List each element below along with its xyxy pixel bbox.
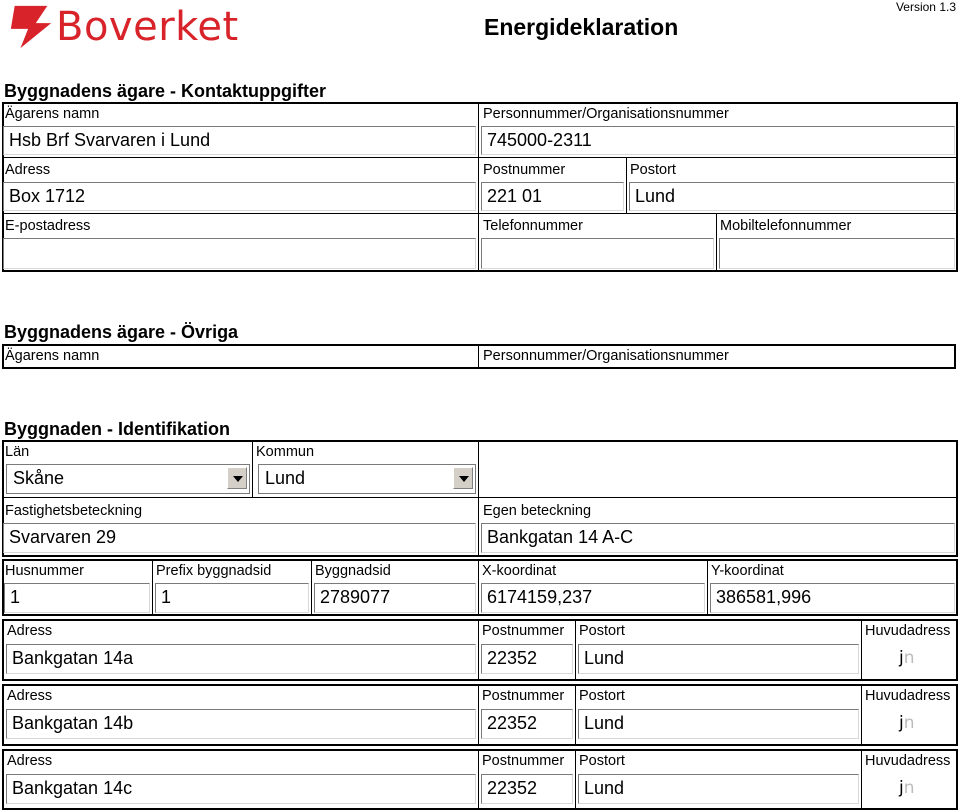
lan-select-value: Skåne: [13, 468, 65, 488]
owner-other-name-label: Ägarens namn: [5, 348, 100, 364]
byggnadsid-field[interactable]: 2789077: [314, 583, 476, 613]
owner-other-orgnr-label: Personnummer/Organisationsnummer: [483, 348, 729, 364]
owner-email-label: E-postadress: [5, 218, 91, 234]
chevron-down-icon[interactable]: [227, 467, 247, 489]
address-postnr-field[interactable]: 22352: [481, 644, 573, 674]
lan-select[interactable]: [6, 464, 250, 494]
huvudadress-radio[interactable]: [899, 713, 915, 733]
egen-beteckning-label: Egen beteckning: [483, 503, 592, 519]
owner-name-label: Ägarens namn: [5, 106, 100, 122]
radio-glyph-tail: n: [903, 778, 915, 798]
huvudadress-radio[interactable]: [899, 778, 915, 798]
address-postnr-label: Postnummer: [482, 623, 565, 639]
page-title: Energideklaration: [484, 14, 679, 40]
husnummer-field[interactable]: 1: [4, 583, 150, 613]
owner-postort-field[interactable]: Lund: [629, 182, 955, 211]
radio-glyph: j: [899, 713, 904, 733]
owner-address-label: Adress: [5, 162, 51, 178]
address-label: Adress: [7, 688, 53, 704]
kommun-select[interactable]: [258, 464, 476, 494]
address-label: Adress: [7, 753, 53, 769]
owner-phone-field[interactable]: [481, 238, 714, 269]
huvudadress-label: Huvudadress: [865, 623, 951, 639]
address-postort-label: Postort: [579, 623, 625, 639]
section-title-owner-contact: Byggnadens ägare - Kontaktuppgifter: [4, 81, 327, 101]
fastighet-label: Fastighetsbeteckning: [5, 503, 143, 519]
kommun-select-value: Lund: [265, 468, 306, 488]
owner-postnr-label: Postnummer: [483, 162, 566, 178]
owner-orgnr-label: Personnummer/Organisationsnummer: [483, 106, 729, 122]
owner-address-field[interactable]: Box 1712: [3, 182, 476, 211]
x-koordinat-field[interactable]: 6174159,237: [481, 583, 705, 613]
byggnadsid-label: Byggnadsid: [315, 563, 391, 579]
fastighet-field[interactable]: Svarvaren 29: [3, 523, 476, 553]
husnummer-label: Husnummer: [5, 563, 84, 579]
address-field[interactable]: Bankgatan 14a: [6, 644, 476, 674]
address-postort-label: Postort: [579, 688, 625, 704]
x-koordinat-label: X-koordinat: [482, 563, 557, 579]
section-title-identification: Byggnaden - Identifikation: [4, 419, 231, 439]
owner-mobile-field[interactable]: [719, 238, 955, 269]
address-postnr-field[interactable]: 22352: [481, 774, 573, 804]
address-postort-field[interactable]: Lund: [578, 709, 859, 739]
radio-glyph-tail: n: [903, 648, 915, 668]
radio-glyph-tail: n: [903, 713, 915, 733]
prefix-byggnadsid-label: Prefix byggnadsid: [156, 563, 272, 579]
radio-glyph: j: [899, 778, 904, 798]
huvudadress-label: Huvudadress: [865, 753, 951, 769]
address-postnr-label: Postnummer: [482, 753, 565, 769]
owner-phone-label: Telefonnummer: [483, 218, 583, 234]
address-postnr-field[interactable]: 22352: [481, 709, 573, 739]
address-postnr-label: Postnummer: [482, 688, 565, 704]
chevron-down-icon[interactable]: [453, 467, 473, 489]
boverket-logo-icon: [6, 2, 56, 50]
huvudadress-label: Huvudadress: [865, 688, 951, 704]
owner-email-field[interactable]: [3, 238, 476, 269]
version-label: Version 1.3: [895, 0, 956, 14]
address-label: Adress: [7, 623, 53, 639]
owner-other-panel: [2, 344, 956, 369]
owner-mobile-label: Mobiltelefonnummer: [720, 218, 852, 234]
address-postort-field[interactable]: Lund: [578, 644, 859, 674]
y-koordinat-field[interactable]: 386581,996: [710, 583, 955, 613]
logo-text: Boverket: [56, 4, 239, 50]
owner-postnr-field[interactable]: 221 01: [481, 182, 624, 211]
radio-glyph: j: [899, 648, 904, 668]
address-postort-field[interactable]: Lund: [578, 774, 859, 804]
owner-name-field[interactable]: Hsb Brf Svarvaren i Lund: [3, 126, 476, 155]
huvudadress-radio[interactable]: [899, 648, 915, 668]
kommun-label: Kommun: [256, 444, 315, 460]
egen-beteckning-field[interactable]: Bankgatan 14 A-C: [481, 523, 955, 553]
address-field[interactable]: Bankgatan 14c: [6, 774, 476, 804]
prefix-byggnadsid-field[interactable]: 1: [155, 583, 309, 613]
owner-postort-label: Postort: [630, 162, 676, 178]
lan-label: Län: [5, 444, 30, 460]
address-postort-label: Postort: [579, 753, 625, 769]
section-title-owner-other: Byggnadens ägare - Övriga: [4, 322, 239, 342]
owner-orgnr-field[interactable]: 745000-2311: [481, 126, 955, 155]
address-field[interactable]: Bankgatan 14b: [6, 709, 476, 739]
y-koordinat-label: Y-koordinat: [711, 563, 784, 579]
